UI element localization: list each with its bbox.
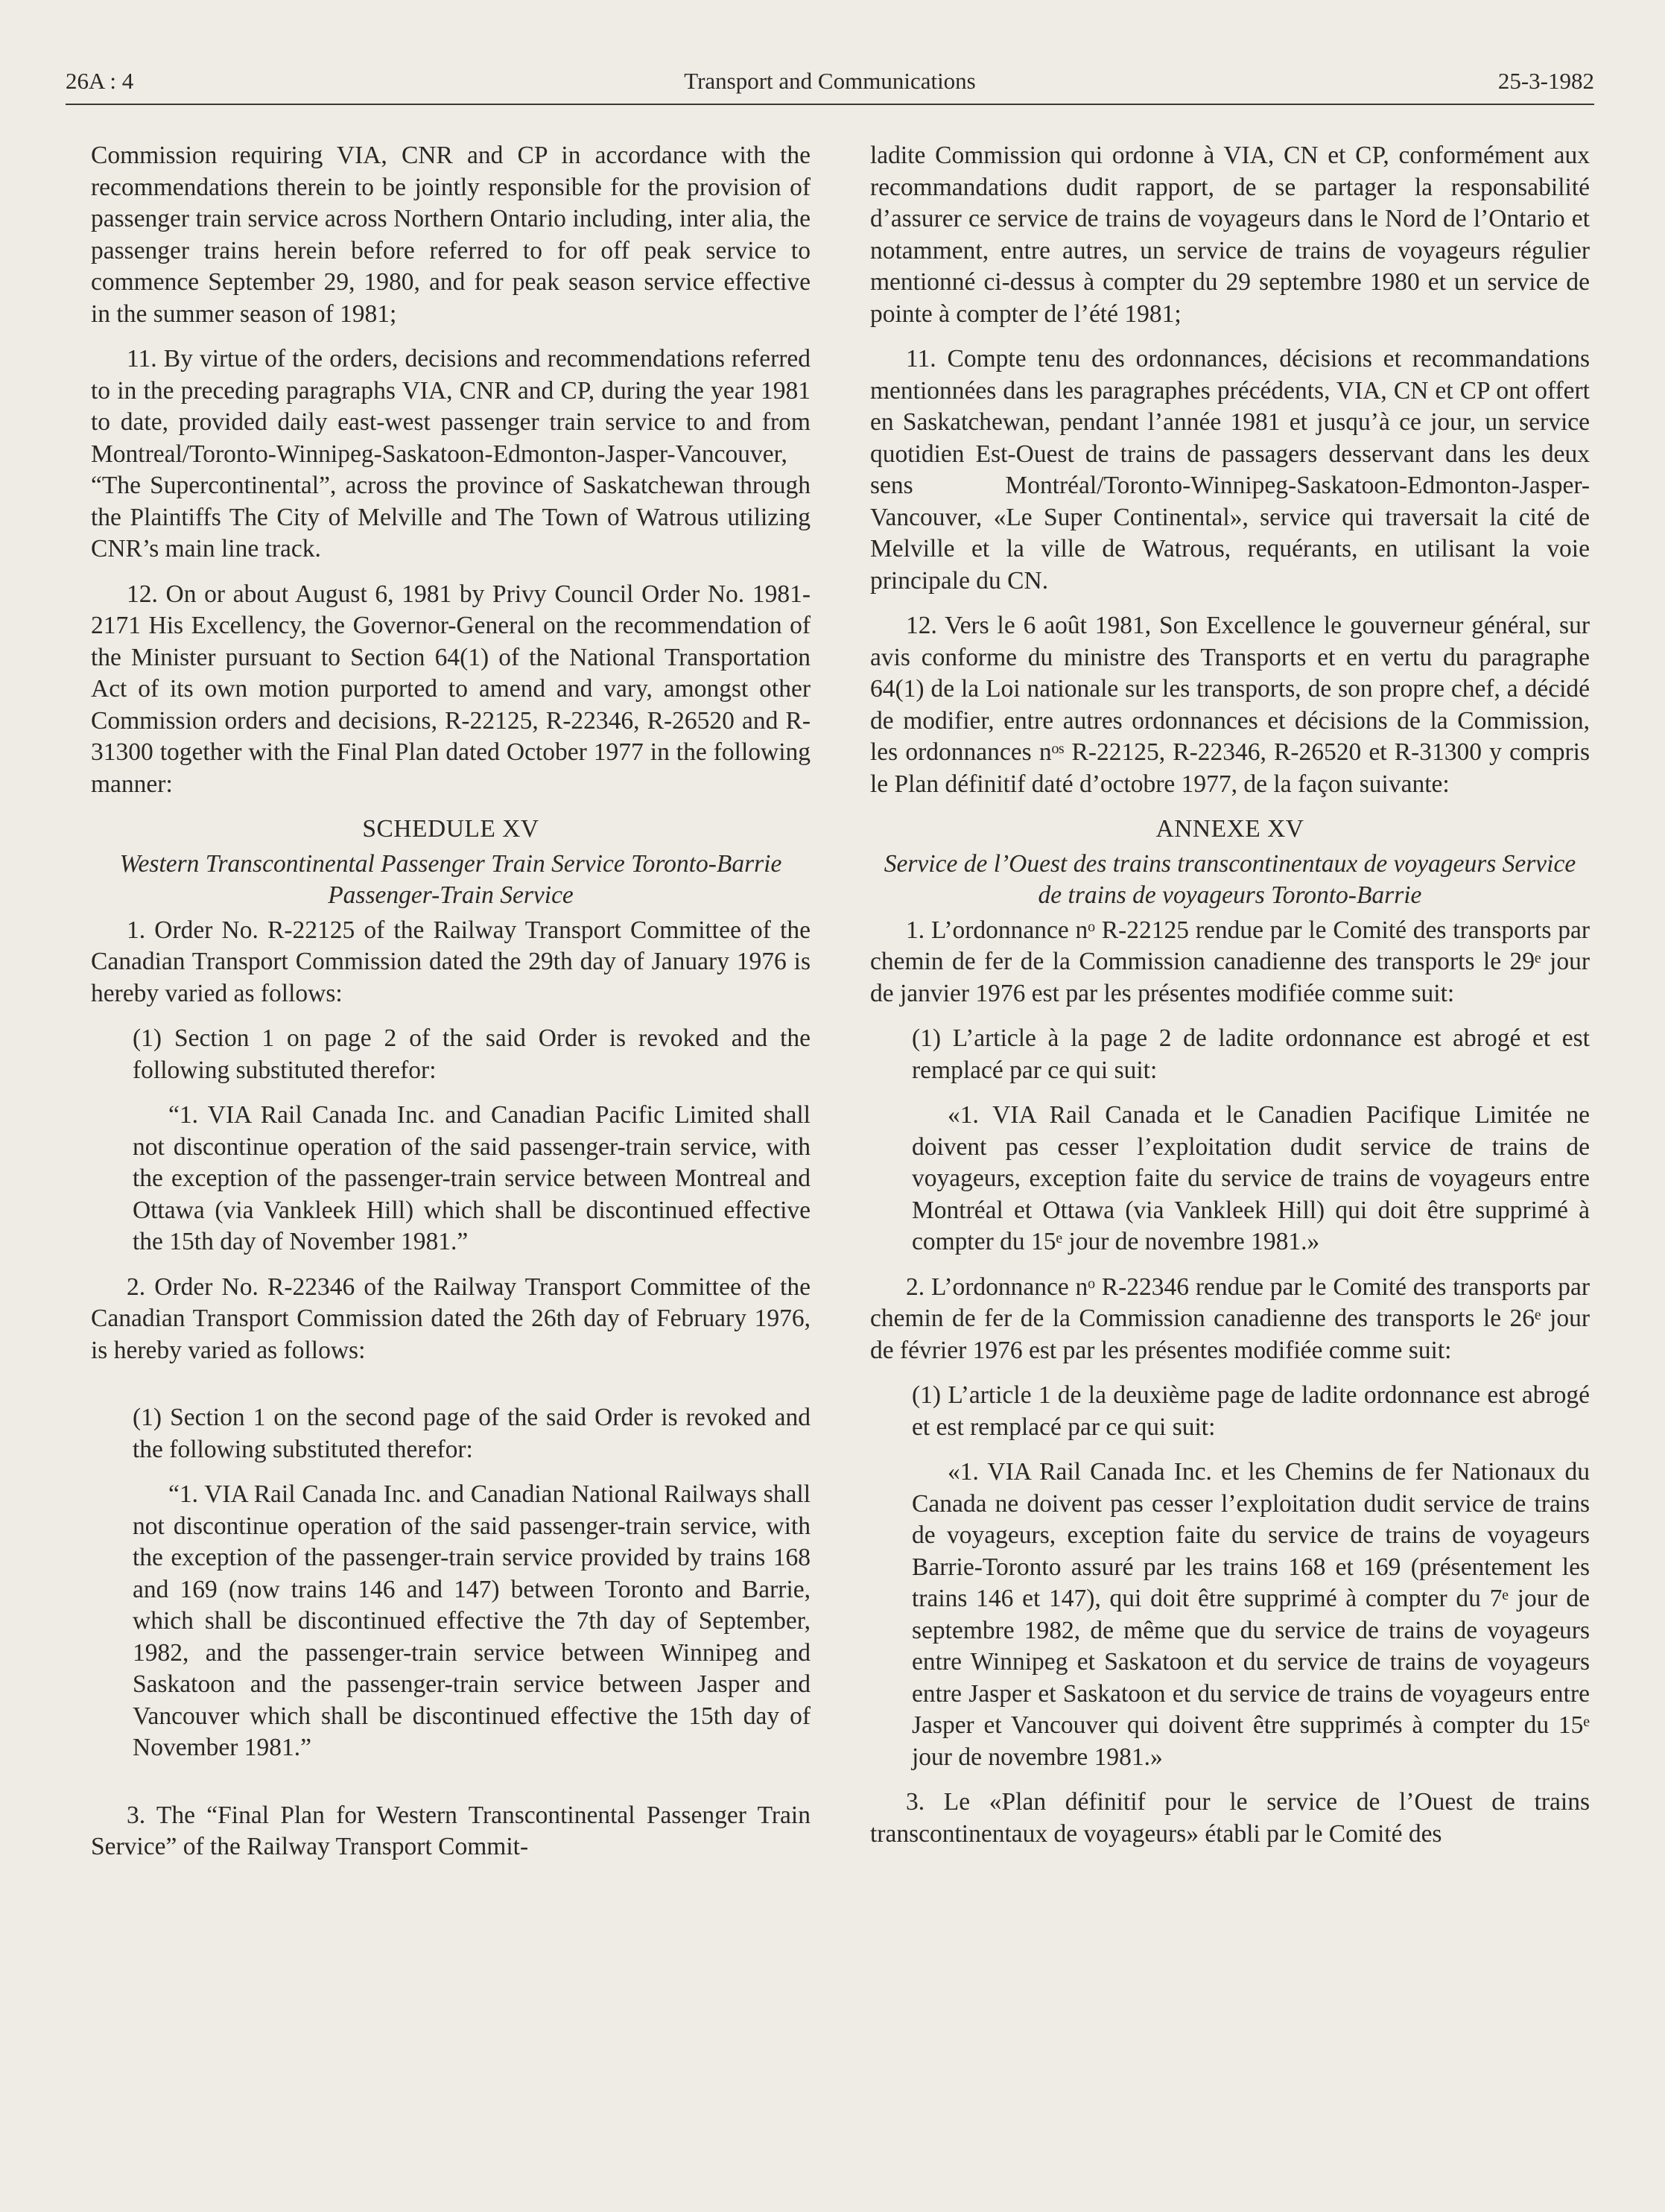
- fr-item-2-quote: «1. VIA Rail Canada Inc. et les Chemins de fer Nationaux du Canada ne doivent pas cesser l’exploitation dudit service de trains de voyageurs, exception faite du service de trains de voyageurs Barrie-Toronto assuré par les trains 168 et 169 (présentement les trains 146 et 147), qui doit être supprimé à compter du 7ᵉ jour de septembre 1982, de même que du service de trains de voyageurs entre Winnipeg et Saskatoon et du service de trains de voyageurs entre Jasper et Saskatoon et du service de trains de voyageurs entre Jasper et Vancouver qui doivent être supprimés à compter du 15ᵉ jour de novembre 1981.»: [912, 1458, 1590, 1771]
- en-item-1-quote: “1. VIA Rail Canada Inc. and Canadian Pacific Limited shall not discontinue operation of the said passenger-train service, with the exception of the passenger-train service between Montreal and Ottawa (via Vankleek Hill) which shall be discontinued effective the 15th day of November 1981.”: [133, 1101, 811, 1255]
- fr-paragraph-12: 12. Vers le 6 août 1981, Son Excellence le gouverneur général, sur avis conforme du ministre des Transports et en vertu du paragraphe 64(1) de la Loi nationale sur les transports, de son propre chef, a décidé de modifier, entre autres ordonnances et décisions de la Commission, les ordonnances nᵒˢ R-22125, R-22346, R-26520 et R-31300 y compris le Plan définitif daté d’octobre 1977, de la façon suivante:: [870, 612, 1590, 798]
- french-column: [870, 140, 1590, 1863]
- en-item-1-sub: (1) Section 1 on page 2 of the said Order is revoked and the following substituted therefor:: [133, 1024, 811, 1084]
- en-intro-paragraph: Commission requiring VIA, CNR and CP in accordance with the recommendations therein to be jointly responsible for the provision of passenger train service across Northern Ontario including, inter alia, the passenger trains herein before referred to for off peak service to commence September 29, 1980, and for peak season service effective in the summer season of 1981;: [91, 142, 811, 328]
- fr-intro-paragraph: ladite Commission qui ordonne à VIA, CN et CP, conformément aux recommandations dudit rapport, de se partager la responsabilité d’assurer ce service de trains de voyageurs dans le Nord de l’Ontario et notamment, entre autres, un service de trains de voyageurs régulier mentionné ci-dessus à compter du 29 septembre 1980 et un service de pointe à compter de l’été 1981;: [870, 142, 1590, 328]
- en-item-2-quote: “1. VIA Rail Canada Inc. and Canadian National Railways shall not discontinue operation of the said passenger-train service, with the exception of the passenger-train service provided by trains 168 and 169 (now trains 146 and 147) between Toronto and Barrie, which shall be discontinued effective the 7th day of September, 1982, and the passenger-train service between Winnipeg and Saskatoon and the passenger-train service between Jasper and Vancouver which shall be discontinued effective the 15th day of November 1981.”: [133, 1480, 811, 1761]
- en-item-1: 1. Order No. R-22125 of the Railway Transport Committee of the Canadian Transport Commission dated the 29th day of January 1976 is hereby varied as follows:: [91, 916, 811, 1007]
- fr-item-1: 1. L’ordonnance nᵒ R-22125 rendue par le Comité des transports par chemin de fer de la Commission canadienne des transports le 29ᵉ jour de janvier 1976 est par les présentes modifiée comme suit:: [870, 916, 1590, 1007]
- fr-schedule-title: ANNEXE XV: [1155, 815, 1304, 843]
- running-title: Transport and Communications: [684, 68, 976, 94]
- en-item-3: 3. The “Final Plan for Western Transcontinental Passenger Train Service” of the Railway Transport Commit-: [91, 1801, 811, 1860]
- fr-item-1-quote: «1. VIA Rail Canada et le Canadien Pacifique Limitée ne doivent pas cesser l’exploitation dudit service de trains de voyageurs, exception faite du service de trains de voyageurs entre Montréal et Ottawa (via Vankleek Hill) qui doit être supprimé à compter du 15ᵉ jour de novembre 1981.»: [912, 1101, 1590, 1255]
- en-item-2-sub: (1) Section 1 on the second page of the said Order is revoked and the following substituted therefor:: [133, 1404, 811, 1463]
- fr-item-3: 3. Le «Plan définitif pour le service de l’Ouest de trains transcontinentaux de voyageurs» établi par le Comité des: [870, 1788, 1590, 1848]
- header-date: 25-3-1982: [1497, 68, 1594, 94]
- fr-item-1-sub: (1) L’article à la page 2 de ladite ordonnance est abrogé et est remplacé par ce qui suit:: [912, 1024, 1590, 1084]
- page-number: 26A : 4: [66, 68, 134, 94]
- en-schedule-subtitle: Western Transcontinental Passenger Train Service Toronto-Barrie Passenger-Train Service: [119, 849, 782, 909]
- fr-item-2-sub: (1) L’article 1 de la deuxième page de ladite ordonnance est abrogé et est remplacé par ce qui suit:: [912, 1381, 1590, 1441]
- en-paragraph-12: 12. On or about August 6, 1981 by Privy Council Order No. 1981-2171 His Excellency, the Governor-General on the recommendation of the Minister pursuant to Section 64(1) of the National Transportation Act of its own motion purported to amend and vary, amongst other Commission orders and decisions, R-22125, R-22346, R-26520 and R-31300 together with the Final Plan dated October 1977 in the following manner:: [91, 580, 811, 798]
- spacer: [91, 1380, 811, 1402]
- fr-paragraph-11: 11. Compte tenu des ordonnances, décisions et recommandations mentionnées dans les paragraphes précédents, VIA, CN et CP ont offert en Saskatchewan, pendant l’année 1981 et jusqu’à ce jour, un service quotidien Est-Ouest de trains de passagers desservant dans les deux sens Montréal/Toronto-Winnipeg-Saskatoon-Edmonton-Jasper-Vancouver, «Le Super Continental», service qui traversait la cité de Melville et la ville de Watrous, requérants, en utilisant la voie principale du CN.: [870, 345, 1590, 595]
- en-item-2: 2. Order No. R-22346 of the Railway Transport Committee of the Canadian Transport Commission dated the 26th day of February 1976, is hereby varied as follows:: [91, 1273, 811, 1364]
- spacer: [91, 1778, 811, 1800]
- fr-schedule-subtitle: Service de l’Ouest des trains transcontinentaux de voyageurs Service de trains de voyageurs Toronto-Barrie: [884, 849, 1576, 909]
- english-column: [91, 140, 811, 1877]
- header-rule: [66, 104, 1594, 105]
- en-schedule-title: SCHEDULE XV: [362, 815, 539, 843]
- en-paragraph-11: 11. By virtue of the orders, decisions and recommendations referred to in the preceding paragraphs VIA, CNR and CP, during the year 1981 to date, provided daily east-west passenger train service to and from Montreal/Toronto-Winnipeg-Saskatoon-Edmonton-Jasper-Vancouver, “The Supercontinental”, across the province of Saskatchewan through the Plaintiffs The City of Melville and The Town of Watrous utilizing CNR’s main line track.: [91, 345, 811, 562]
- page-header: [66, 64, 1594, 98]
- fr-item-2: 2. L’ordonnance nᵒ R-22346 rendue par le Comité des transports par chemin de fer de la Commission canadienne des transports le 26ᵉ jour de février 1976 est par les présentes modifiée comme suit:: [870, 1273, 1590, 1364]
